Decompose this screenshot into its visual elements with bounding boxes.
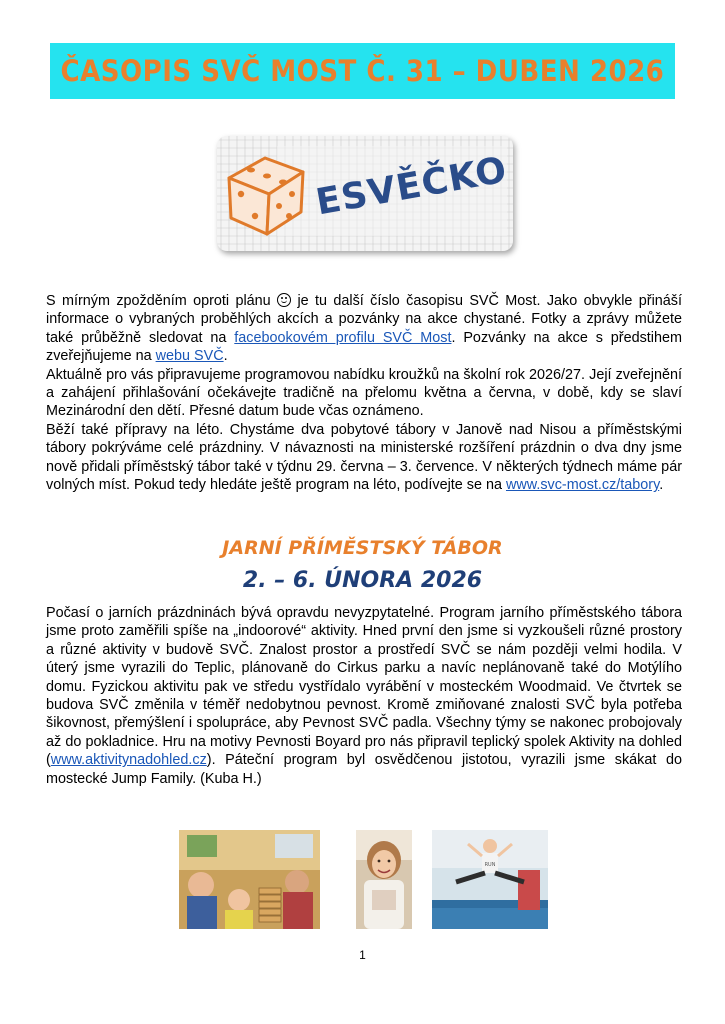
- intro-paragraph-3: [46, 421, 682, 495]
- web-svc-link[interactable]: webu SVČ: [155, 348, 224, 365]
- page-number: 1: [359, 948, 366, 962]
- article-title: JARNÍ PŘÍMĚSTSKÝ TÁBOR: [222, 537, 503, 559]
- article-paragraph: [46, 604, 682, 788]
- photo-girl-smiling: [356, 830, 412, 929]
- intro-text-1d: .: [223, 348, 228, 365]
- intro-paragraph-1: [46, 292, 682, 366]
- article-body: [46, 604, 682, 788]
- esvecko-logo: [217, 136, 513, 251]
- photo-trampoline-jump: [432, 830, 548, 929]
- facebook-profile-link[interactable]: facebookovém profilu SVČ Most: [234, 329, 452, 346]
- aktivitynadohled-link[interactable]: www.aktivitynadohled.cz: [50, 752, 207, 769]
- intro-text-3b: .: [659, 477, 664, 494]
- smiley-icon: [277, 293, 291, 307]
- intro-text-1b: je tu další číslo časopisu SVČ Most. Jako obvykle přináší informace o vybraných proběhlých akcích a pozvánky na akce chystané. Fotky a zprávy můžete také průběžně sledovat na: [46, 293, 682, 346]
- magazine-title: ČASOPIS SVČ MOST Č. 31 – DUBEN 2026: [60, 54, 665, 88]
- article-text-a: Počasí o jarních prázdninách bývá opravdu nevyzpytatelné. Program jarního příměstského tábora jsme proto zaměřili spíše na „indoorové“ aktivity. Hned první den jsme si vyzkoušeli různé prostory a různé aktivity v budově SVČ. Znalost prostor a prostředí SVČ se nám později velmi hodila. V úterý jsme vyrazili do Teplic, plánovaně do Cirkus parku a navíc neplánovaně také do Motýlího domu. Fyzickou aktivitu pak ve středu vystřídalo vyrábění v mosteckém Woodmaid. Ve čtvrtek se budova SVČ změnila v téměř nedobytnou pevnost. Kromě zmiňované znalosti SVČ byla potřeba šikovnost, přemýšlení i spolupráce, aby Pevnost SVČ padla. Všechny týmy se nakonec probojovaly až do pokladnice. Hru na motivy Pevnosti Boyard pro nás připravil teplický spolek Aktivity na dohled (: [46, 605, 682, 769]
- intro-text-1c: . Pozvánky na akce s předstihem zveřejňujeme na: [46, 329, 682, 365]
- photo-kids-tower-game: [179, 830, 320, 929]
- intro-paragraph-2: Aktuálně pro vás připravujeme programovou nabídku kroužků na školní rok 2026/27. Její zveřejnění a zahájení přihlašování očekávejte tradičně na přelomu května a června, v době, kdy se slaví Mezinárodní den dětí. Přesné datum bude včas oznámeno.: [46, 366, 682, 420]
- intro-text: [46, 292, 682, 494]
- logo-text: ESVĚČKO: [312, 149, 511, 224]
- article-date: 2. – 6. ÚNORA 2026: [242, 568, 483, 593]
- title-banner: [50, 43, 675, 99]
- shirt-text: RUN: [484, 862, 496, 868]
- intro-text-1a: S mírným zpožděním oproti plánu: [46, 293, 278, 309]
- tabory-link[interactable]: www.svc-most.cz/tabory: [505, 477, 660, 494]
- article-text-b: ). Páteční program byl osvědčenou jistotou, vyrazili jsme skákat do mostecké Jump Family. (Kuba H.): [46, 752, 682, 787]
- intro-text-3a: Běží také přípravy na léto. Chystáme dva pobytové tábory v Janově nad Nisou a příměstskými tábory pokrýváme celé prázdniny. V návaznosti na ministerské rozšíření prázdnin o dva dny jsme nově přidali příměstský tábor také v týdnu 29. června – 3. července. V některých týdnech máme pár volných míst. Pokud tedy hledáte ještě program na léto, podívejte se na: [46, 421, 682, 494]
